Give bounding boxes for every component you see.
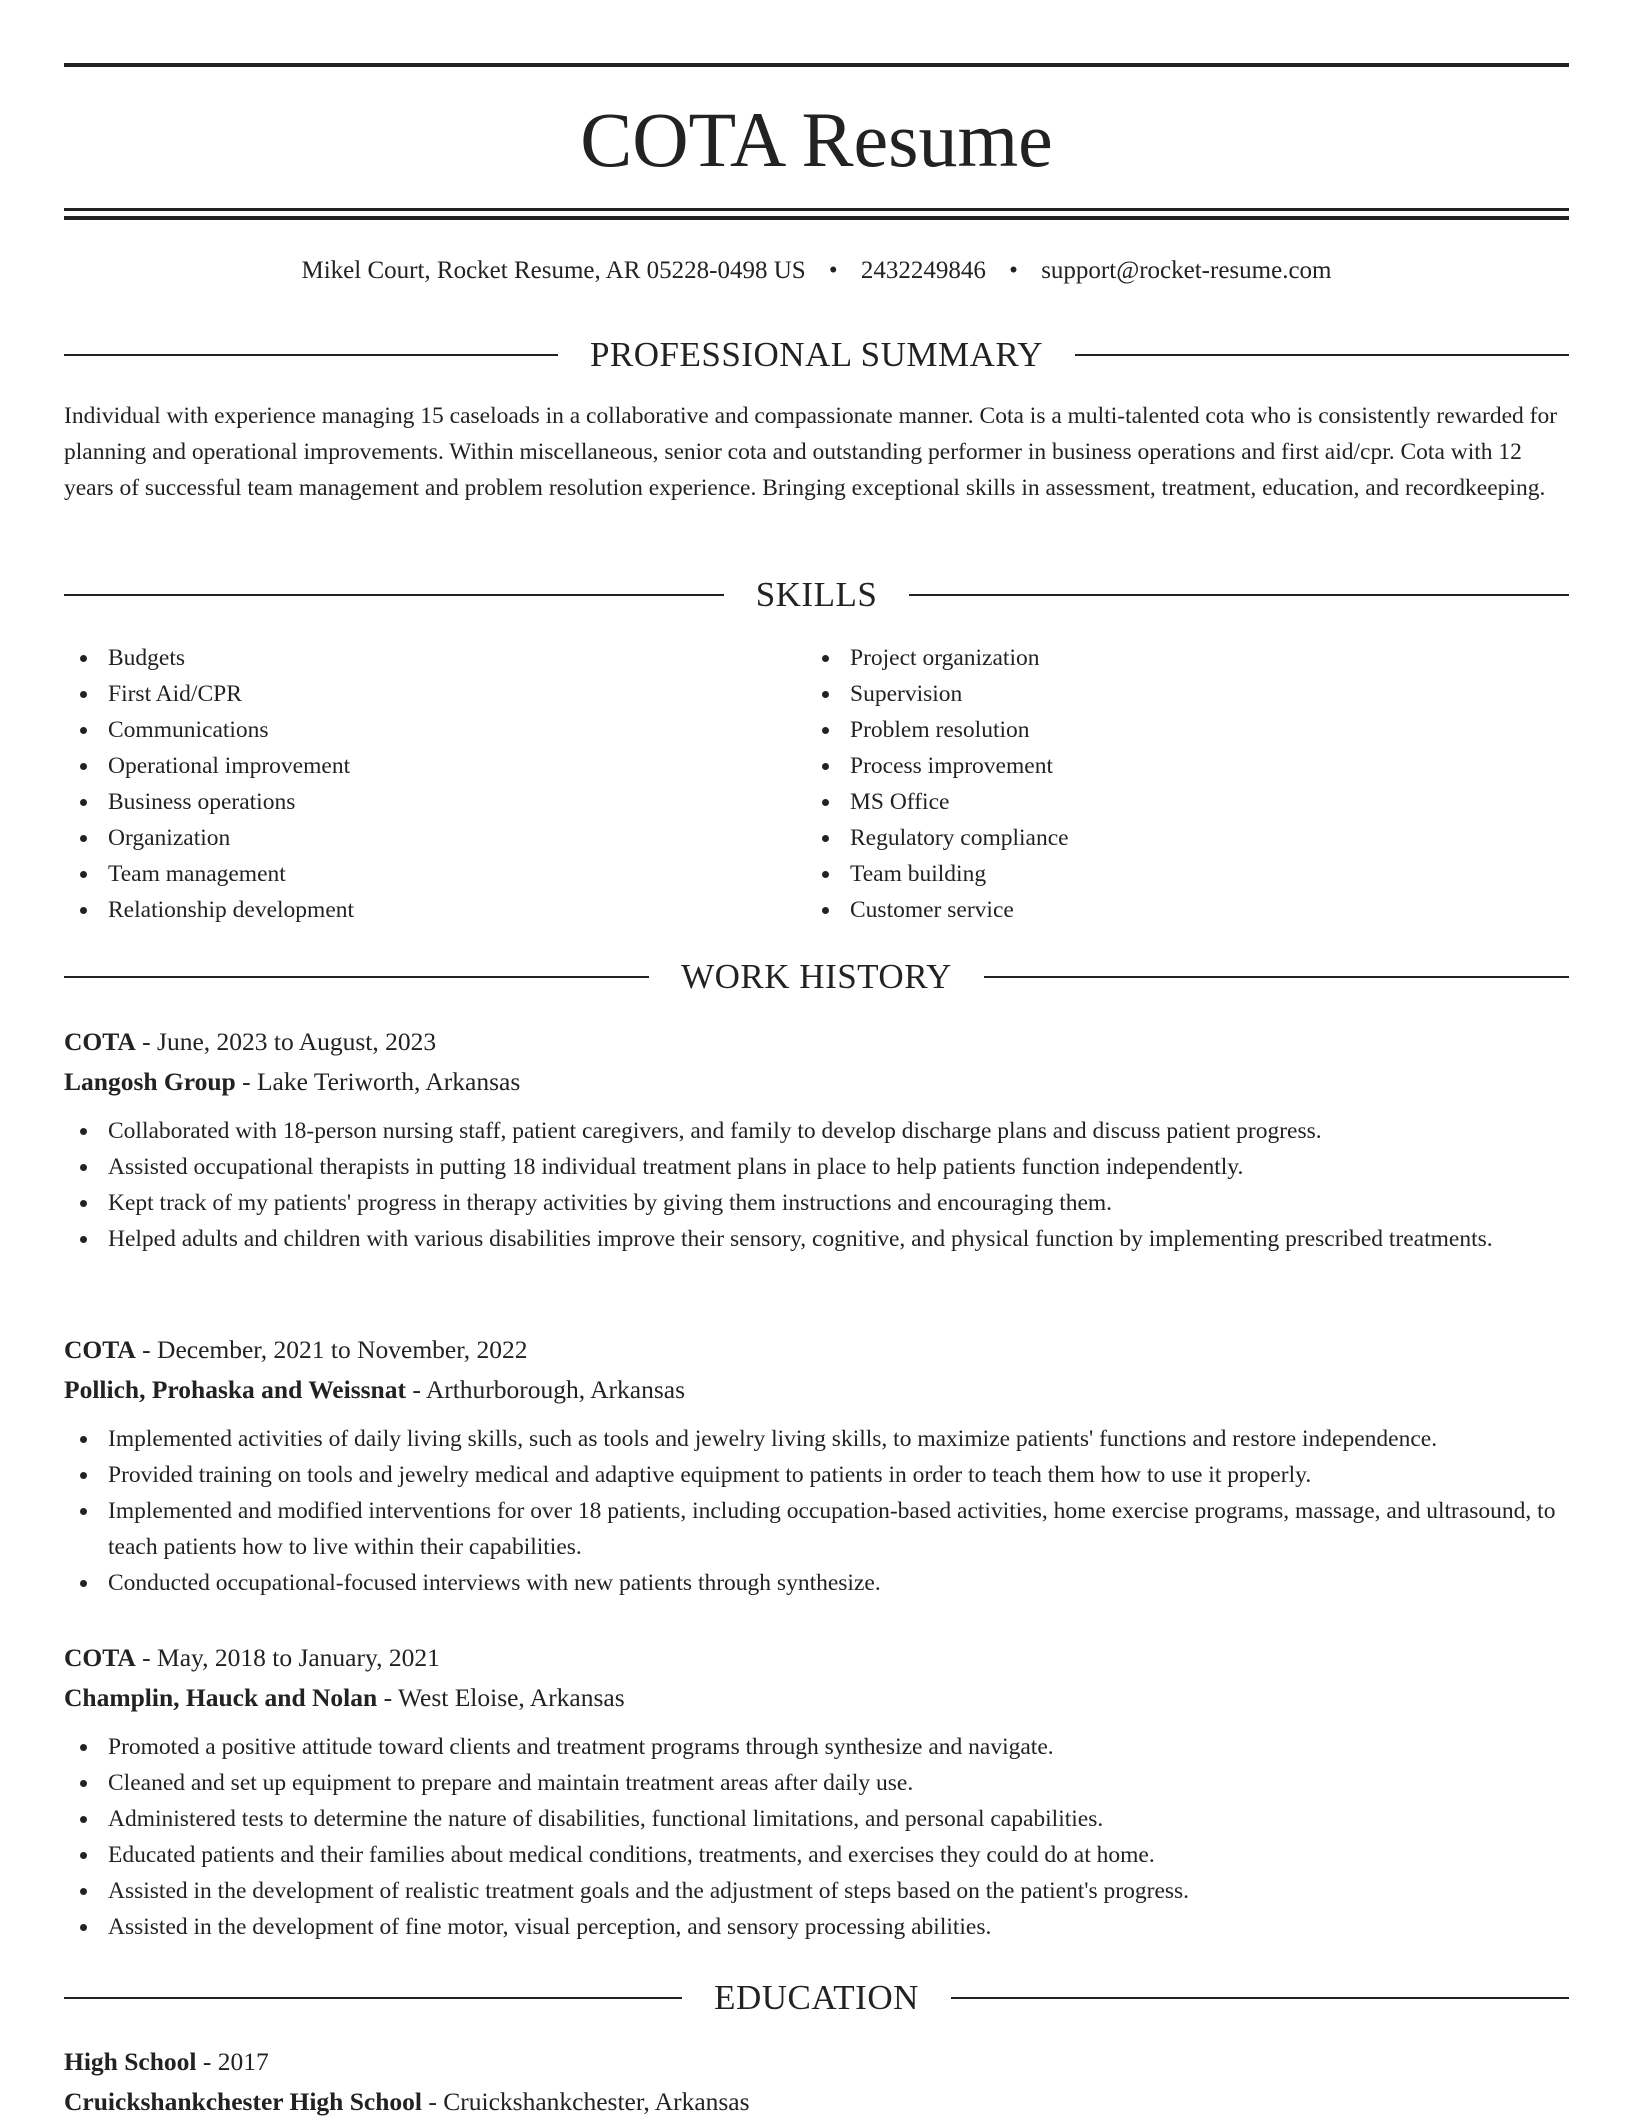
job-location: - Arthurborough, Arkansas xyxy=(405,1375,686,1404)
skill-item: Business operations xyxy=(64,784,764,820)
contact-phone: 2432249846 xyxy=(860,257,986,284)
divider xyxy=(1075,354,1569,356)
section-title: WORK HISTORY xyxy=(681,957,952,996)
job-bullets xyxy=(64,1113,1569,1257)
skill-item: Supervision xyxy=(806,676,1506,712)
job-bullet: Educated patients and their families about medical conditions, treatments, and exercises they could do at home. xyxy=(64,1837,1569,1873)
job-dates: - June, 2023 to August, 2023 xyxy=(135,1027,437,1056)
skill-item: Process improvement xyxy=(806,748,1506,784)
education-location: - Cruickshankchester, Arkansas xyxy=(422,2087,750,2116)
job-title-line xyxy=(64,1330,1569,1370)
job-title: COTA xyxy=(64,1335,136,1364)
job-bullet: Collaborated with 18-person nursing staff, patient caregivers, and family to develop discharge plans and discuss patient progress. xyxy=(64,1113,1569,1149)
skill-item: MS Office xyxy=(806,784,1506,820)
job-company: Pollich, Prohaska and Weissnat xyxy=(64,1375,406,1404)
job-bullet: Implemented and modified interventions for over 18 patients, including occupation-based activities, home exercise programs, massage, and ultrasound, to teach patients how to live within their capabilities. xyxy=(64,1493,1569,1565)
title-rule-lower xyxy=(64,216,1569,220)
job-bullet: Helped adults and children with various disabilities improve their sensory, cognitive, and physical function by implementing prescribed treatments. xyxy=(64,1221,1569,1257)
divider xyxy=(909,594,1569,596)
education-school-line xyxy=(64,2082,1569,2122)
job-entry xyxy=(64,1638,1569,1945)
job-entry xyxy=(64,1330,1569,1601)
page-title: COTA Resume xyxy=(580,96,1053,183)
divider xyxy=(64,354,558,356)
job-bullet: Kept track of my patients' progress in therapy activities by giving them instructions and encouraging them. xyxy=(64,1185,1569,1221)
skill-item: Team building xyxy=(806,856,1506,892)
job-dates: - May, 2018 to January, 2021 xyxy=(135,1643,440,1672)
contact-email: support@rocket-resume.com xyxy=(1041,257,1332,284)
job-bullet: Cleaned and set up equipment to prepare and maintain treatment areas after daily use. xyxy=(64,1765,1569,1801)
job-bullets xyxy=(64,1421,1569,1601)
summary-text: Individual with experience managing 15 caseloads in a collaborative and compassionate manner. Cota is a multi-talented cota who is consistently rewarded for planning and operational improvements. Within miscellaneous, senior cota and outstanding performer in business operations and first aid/cpr. Cota with 12 years of successful team management and problem resolution experience. Bringing exceptional skills in assessment, treatment, education, and recordkeeping. xyxy=(64,403,1558,501)
job-bullet: Conducted occupational-focused interviews with new patients through synthesize. xyxy=(64,1565,1569,1601)
skill-item: Regulatory compliance xyxy=(806,820,1506,856)
section-title: EDUCATION xyxy=(714,1978,919,2017)
divider xyxy=(64,1997,682,1999)
skill-item: First Aid/CPR xyxy=(64,676,764,712)
job-bullet: Provided training on tools and jewelry medical and adaptive equipment to patients in order to teach them how to use it properly. xyxy=(64,1457,1569,1493)
skill-item: Relationship development xyxy=(64,892,764,928)
contact-separator: • xyxy=(828,257,838,284)
skill-item: Operational improvement xyxy=(64,748,764,784)
divider xyxy=(64,594,724,596)
education-degree: High School xyxy=(64,2047,197,2076)
job-bullet: Promoted a positive attitude toward clients and treatment programs through synthesize and navigate. xyxy=(64,1729,1569,1765)
section-header-skills xyxy=(64,573,1569,617)
job-location: - West Eloise, Arkansas xyxy=(377,1683,625,1712)
job-bullet: Assisted in the development of fine motor, visual perception, and sensory processing abilities. xyxy=(64,1909,1569,1945)
job-bullet: Administered tests to determine the nature of disabilities, functional limitations, and personal capabilities. xyxy=(64,1801,1569,1837)
skills-list-left xyxy=(64,640,764,928)
section-title: SKILLS xyxy=(755,575,878,614)
contact-separator: • xyxy=(1009,257,1018,284)
job-company-line xyxy=(64,1678,1569,1718)
job-company-line xyxy=(64,1370,1569,1410)
education-degree-line xyxy=(64,2042,1569,2082)
job-bullet: Assisted in the development of realistic treatment goals and the adjustment of steps based on the patient's progress. xyxy=(64,1873,1569,1909)
education-year: - 2017 xyxy=(196,2047,269,2076)
job-title-line xyxy=(64,1022,1569,1062)
divider xyxy=(64,976,649,978)
job-dates: - December, 2021 to November, 2022 xyxy=(135,1335,528,1364)
job-title: COTA xyxy=(64,1643,136,1672)
skill-item: Customer service xyxy=(806,892,1506,928)
job-bullet: Implemented activities of daily living skills, such as tools and jewelry living skills, to maximize patients' functions and restore independence. xyxy=(64,1421,1569,1457)
top-rule xyxy=(64,63,1569,67)
education-entry xyxy=(64,2042,1569,2122)
section-header-summary xyxy=(64,333,1569,377)
education-school: Cruickshankchester High School xyxy=(64,2087,422,2116)
job-company: Langosh Group xyxy=(64,1067,236,1096)
job-entry xyxy=(64,1022,1569,1257)
divider xyxy=(951,1997,1569,1999)
contact-address: Mikel Court, Rocket Resume, AR 05228-0498 US xyxy=(301,257,806,284)
title-rule-upper xyxy=(64,208,1569,211)
section-title: PROFESSIONAL SUMMARY xyxy=(589,335,1044,374)
job-location: - Lake Teriworth, Arkansas xyxy=(235,1067,521,1096)
skill-item: Project organization xyxy=(806,640,1506,676)
job-title: COTA xyxy=(64,1027,136,1056)
skills-list-right xyxy=(806,640,1506,928)
skill-item: Communications xyxy=(64,712,764,748)
skill-item: Team management xyxy=(64,856,764,892)
job-company-line xyxy=(64,1062,1569,1102)
section-header-work xyxy=(64,955,1569,999)
job-company: Champlin, Hauck and Nolan xyxy=(64,1683,378,1712)
section-header-education xyxy=(64,1976,1569,2020)
skill-item: Problem resolution xyxy=(806,712,1506,748)
skill-item: Organization xyxy=(64,820,764,856)
job-bullets xyxy=(64,1729,1569,1945)
skill-item: Budgets xyxy=(64,640,764,676)
divider xyxy=(984,976,1569,978)
contact-line xyxy=(64,254,1569,288)
job-title-line xyxy=(64,1638,1569,1678)
job-bullet: Assisted occupational therapists in putting 18 individual treatment plans in place to help patients function independently. xyxy=(64,1149,1569,1185)
